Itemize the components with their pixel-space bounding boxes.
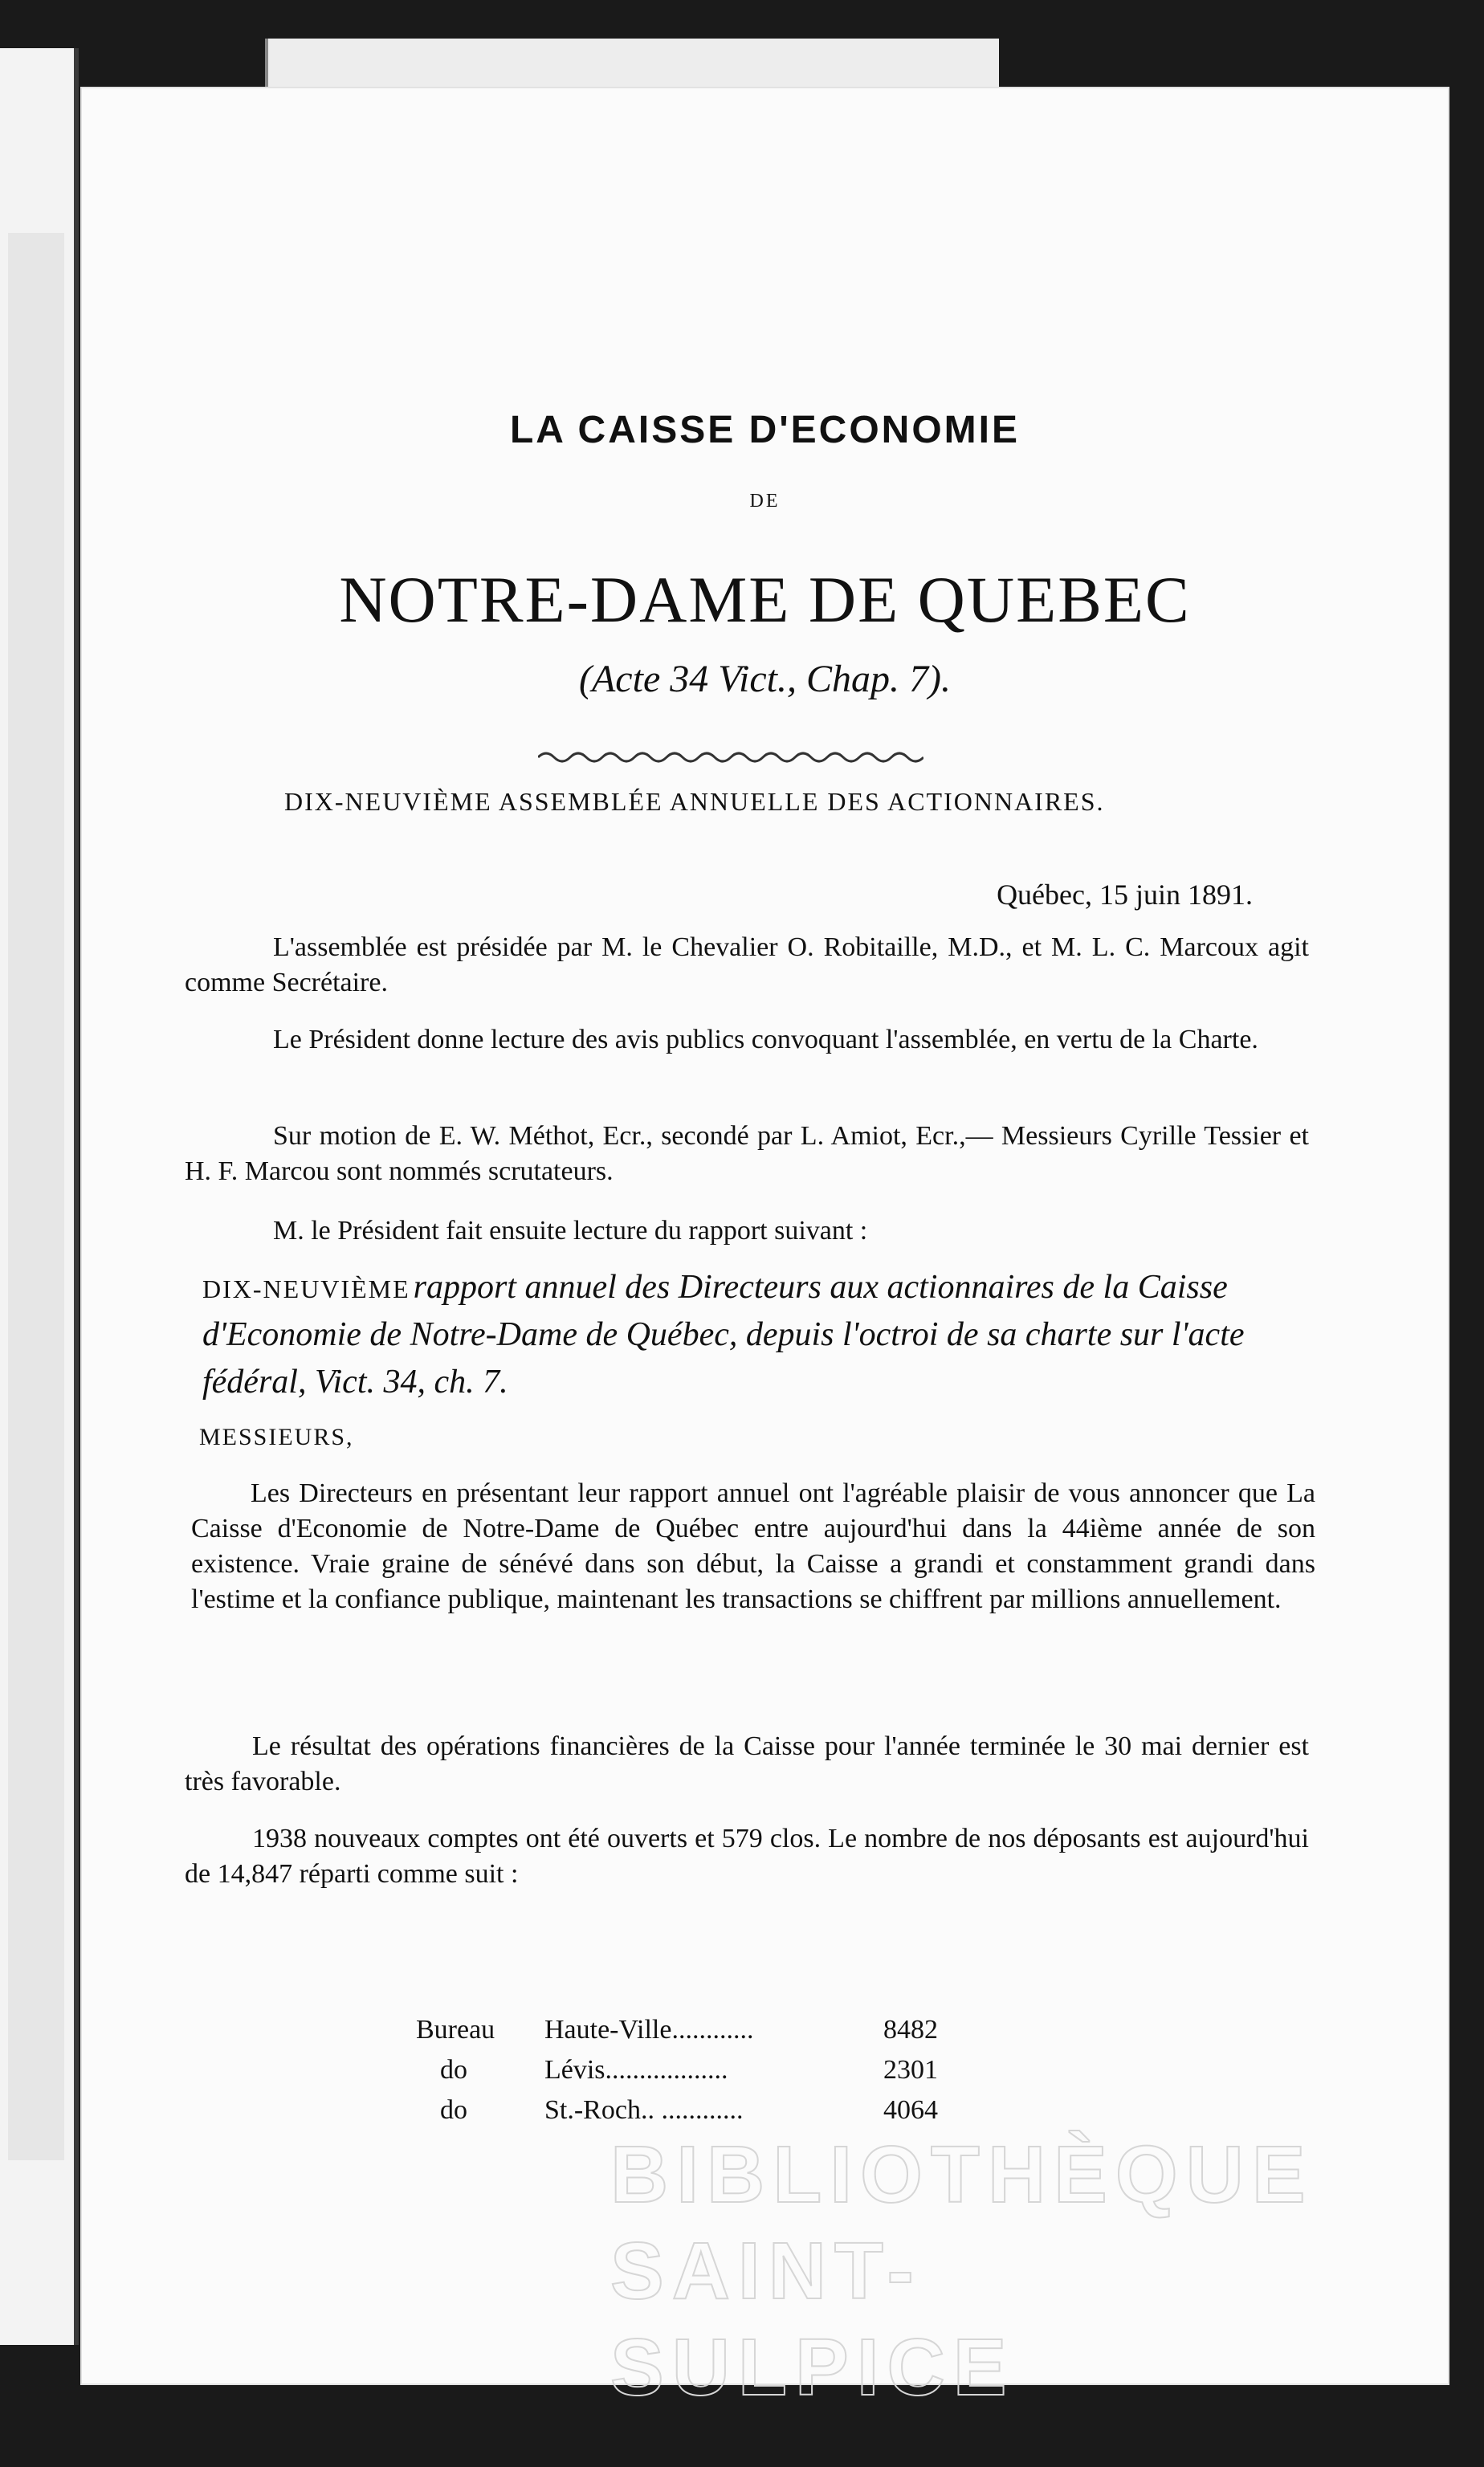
row-count: 4064 (883, 2095, 938, 2125)
left-page-edge (0, 48, 79, 2345)
report-body-1: Les Directeurs en présentant leur rapport annuel ont l'agréable plaisir de vous annoncer que La Caisse d'Economie de Notre-Dame de Québec entre aujourd'hui dans la 44ième année de son existence. Vraie graine de sénévé dans son début, la Caisse a grandi et constamment grandi dans l'estime et la confiance publique, maintenant les transactions se chiffrent par millions annuellement. (191, 1478, 1315, 1614)
stamp-line-2: SAINT-SULPICE (610, 2226, 1015, 2412)
row-prefix: Bureau (416, 2015, 495, 2045)
paragraph-presidence: L'assemblée est présidée par M. le Chevalier O. Robitaille, M.D., et M. L. C. Marcoux agit comme Secrétaire. (185, 932, 1309, 997)
report-body-3: 1938 nouveaux comptes ont été ouverts et 579 clos. Le nombre de nos déposants est aujourd'hui de 14,847 réparti comme suit : (185, 1824, 1309, 1889)
wavy-divider (538, 745, 923, 769)
title-line-1: LA CAISSE D'ECONOMIE (509, 409, 1020, 451)
row-prefix: do (440, 2095, 467, 2125)
row-count: 8482 (883, 2015, 938, 2045)
title-de: DE (749, 491, 781, 512)
depositors-table (416, 2012, 938, 2133)
acte-reference: (Acte 34 Vict., Chap. 7). (579, 658, 951, 700)
report-title-prefix: DIX-NEUVIÈME (202, 1274, 410, 1303)
row-place: Haute-Ville............ (544, 2015, 754, 2045)
assembly-date: Québec, 15 juin 1891. (997, 879, 1253, 911)
row-place: Lévis.................. (544, 2055, 728, 2085)
left-page-shadow (8, 233, 64, 2160)
assembly-heading: DIX-NEUVIÈME ASSEMBLÉE ANNUELLE DES ACTIONNAIRES. (284, 787, 1105, 816)
table-row (416, 2012, 938, 2053)
title-line-2: NOTRE-DAME DE QUEBEC (339, 563, 1191, 636)
row-prefix: do (440, 2055, 467, 2085)
paragraph-lecture-avis: Le Président donne lecture des avis publics convoquant l'assemblée, en vertu de la Charte. (273, 1025, 1258, 1054)
report-title (202, 1267, 1327, 1409)
row-place: St.-Roch.. ............ (544, 2095, 744, 2125)
paragraph-motion: Sur motion de E. W. Méthot, Ecr., secondé par L. Amiot, Ecr.,— Messieurs Cyrille Tessier et H. F. Marcou sont nommés scrutateurs. (185, 1121, 1309, 1186)
document-page (80, 87, 1449, 2412)
library-perforated-stamp (610, 2127, 1314, 2412)
table-row (416, 2053, 938, 2093)
report-title-text: rapport annuel des Directeurs aux actionnaires de la Caisse d'Economie de Notre-Dame de Québec, depuis l'octroi de sa charte sur l'acte fédéral, Vict. 34, ch. 7. (202, 1269, 1245, 1401)
salutation: MESSIEURS, (199, 1424, 354, 1450)
row-count: 2301 (883, 2055, 938, 2085)
report-body-2: Le résultat des opérations financières de la Caisse pour l'année terminée le 30 mai dernier est très favorable. (185, 1731, 1309, 1796)
paragraph-rapport-intro: M. le Président fait ensuite lecture du rapport suivant : (273, 1216, 868, 1246)
stamp-line-1: BIBLIOTHÈQUE (610, 2130, 1314, 2220)
